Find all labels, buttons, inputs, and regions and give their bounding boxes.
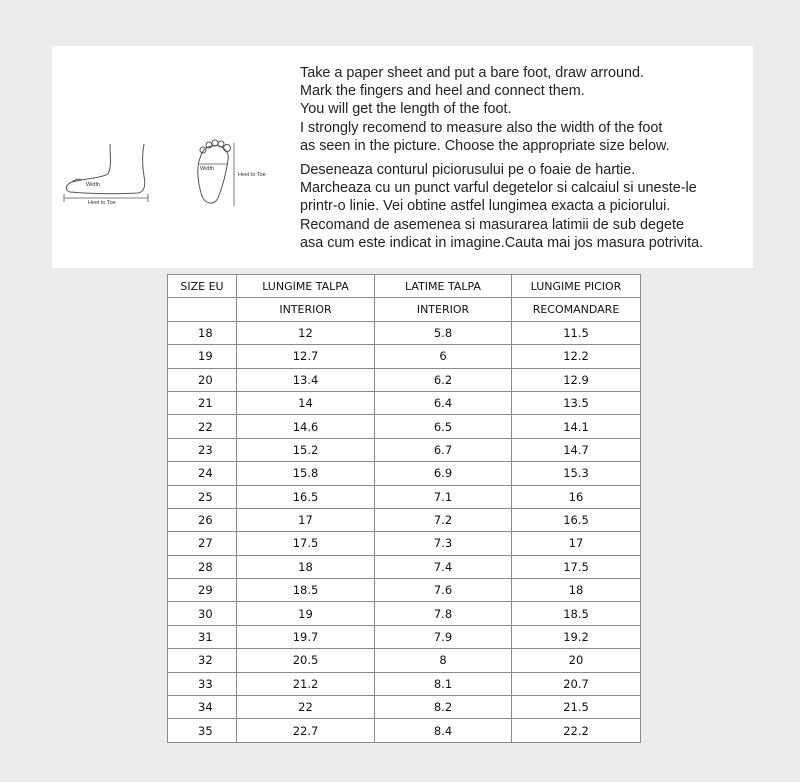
table-cell: 17.5 — [237, 532, 375, 555]
table-cell: 18 — [237, 555, 375, 578]
table-cell: 18.5 — [237, 579, 375, 602]
table-cell: 6.4 — [375, 391, 512, 414]
table-cell: 12 — [237, 321, 375, 344]
table-cell: 21 — [168, 391, 237, 414]
instruction-line-en: as seen in the picture. Choose the appropriate size below. — [300, 137, 670, 154]
table-cell: 30 — [168, 602, 237, 625]
table-cell: 24 — [168, 462, 237, 485]
table-cell: 26 — [168, 508, 237, 531]
table-cell: 18.5 — [512, 602, 641, 625]
header-lungime-picior: LUNGIME PICIOR — [512, 275, 641, 298]
table-cell: 7.8 — [375, 602, 512, 625]
table-cell: 8.1 — [375, 672, 512, 695]
instruction-line-en: I strongly recomend to measure also the width of the foot — [300, 119, 663, 136]
table-cell: 6.2 — [375, 368, 512, 391]
table-row — [168, 391, 641, 414]
table-cell: 14.1 — [512, 415, 641, 438]
instruction-line-ro: printr-o linie. Vei obtine astfel lungimea exacta a piciorului. — [300, 198, 671, 215]
table-cell: 7.1 — [375, 485, 512, 508]
table-cell: 5.8 — [375, 321, 512, 344]
table-cell: 19 — [237, 602, 375, 625]
table-row — [168, 579, 641, 602]
table-cell: 6.7 — [375, 438, 512, 461]
subheader-interior: INTERIOR — [375, 298, 512, 321]
table-cell: 20 — [512, 649, 641, 672]
table-row — [168, 345, 641, 368]
table-cell: 22 — [237, 696, 375, 719]
table-cell: 13.4 — [237, 368, 375, 391]
table-cell: 34 — [168, 696, 237, 719]
table-cell: 17 — [512, 532, 641, 555]
table-cell: 14.7 — [512, 438, 641, 461]
table-row — [168, 462, 641, 485]
table-cell: 7.4 — [375, 555, 512, 578]
table-cell: 16.5 — [512, 508, 641, 531]
table-cell: 28 — [168, 555, 237, 578]
instructions-text — [300, 64, 750, 252]
side-width-label: Width — [86, 182, 101, 188]
table-cell: 20.7 — [512, 672, 641, 695]
table-cell: 22 — [168, 415, 237, 438]
table-cell: 6.9 — [375, 462, 512, 485]
table-row — [168, 625, 641, 648]
table-cell: 18 — [512, 579, 641, 602]
table-row — [168, 485, 641, 508]
instruction-line-en: Take a paper sheet and put a bare foot, draw arround. — [300, 65, 645, 81]
subheader-interior: INTERIOR — [237, 298, 375, 321]
table-row — [168, 719, 641, 742]
table-cell: 7.2 — [375, 508, 512, 531]
header-latime-talpa: LATIME TALPA — [375, 275, 512, 298]
instruction-line-ro: Recomand de asemenea si masurarea latimii de sub degete — [300, 216, 684, 233]
table-cell: 12.2 — [512, 345, 641, 368]
instruction-line-en: You will get the length of the foot. — [300, 101, 512, 118]
table-cell: 19.7 — [237, 625, 375, 648]
table-row — [168, 438, 641, 461]
table-cell: 21.2 — [237, 672, 375, 695]
table-cell: 6.5 — [375, 415, 512, 438]
instruction-panel — [52, 46, 753, 268]
table-cell: 19.2 — [512, 625, 641, 648]
table-row — [168, 415, 641, 438]
table-cell: 12.9 — [512, 368, 641, 391]
side-heel-to-toe-label: Heel to Toe — [88, 200, 116, 206]
table-row — [168, 649, 641, 672]
table-cell: 25 — [168, 485, 237, 508]
table-cell: 7.6 — [375, 579, 512, 602]
table-cell: 29 — [168, 579, 237, 602]
table-cell: 15.3 — [512, 462, 641, 485]
table-row — [168, 672, 641, 695]
table-cell: 15.8 — [237, 462, 375, 485]
table-subheader-row — [168, 298, 641, 321]
header-lungime-talpa: LUNGIME TALPA — [237, 275, 375, 298]
instruction-line-en: Mark the fingers and heel and connect them. — [300, 83, 585, 100]
table-cell: 21.5 — [512, 696, 641, 719]
table-cell: 8.4 — [375, 719, 512, 742]
table-cell: 16.5 — [237, 485, 375, 508]
table-row — [168, 532, 641, 555]
table-cell: 13.5 — [512, 391, 641, 414]
side-foot-icon — [66, 144, 144, 194]
table-cell: 22.7 — [237, 719, 375, 742]
table-cell: 35 — [168, 719, 237, 742]
table-cell: 11.5 — [512, 321, 641, 344]
top-heel-to-toe-label: Heel to Toe — [238, 172, 266, 178]
instruction-line-ro: Marcheaza cu un punct varful degetelor si calcaiul si uneste-le — [300, 180, 697, 197]
table-cell: 33 — [168, 672, 237, 695]
table-row — [168, 696, 641, 719]
table-cell: 23 — [168, 438, 237, 461]
table-cell: 20.5 — [237, 649, 375, 672]
table-cell: 31 — [168, 625, 237, 648]
table-cell: 7.3 — [375, 532, 512, 555]
instruction-line-ro: asa cum este indicat in imagine.Cauta mai jos masura potrivita. — [300, 234, 704, 251]
size-chart-table — [167, 274, 641, 743]
subheader-recomandare: RECOMANDARE — [512, 298, 641, 321]
table-cell: 7.9 — [375, 625, 512, 648]
table-cell: 17.5 — [512, 555, 641, 578]
table-row — [168, 321, 641, 344]
table-cell: 14 — [237, 391, 375, 414]
table-row — [168, 368, 641, 391]
table-row — [168, 602, 641, 625]
table-body — [168, 321, 641, 742]
table-cell: 12.7 — [237, 345, 375, 368]
table-cell: 15.2 — [237, 438, 375, 461]
foot-measurement-illustration — [52, 46, 292, 268]
top-width-label: Width — [200, 166, 215, 172]
table-cell: 16 — [512, 485, 641, 508]
header-size-eu: SIZE EU — [168, 275, 237, 298]
table-cell: 27 — [168, 532, 237, 555]
instruction-line-ro: Deseneaza conturul piciorusului pe o foaie de hartie. — [300, 162, 636, 179]
table-cell: 6 — [375, 345, 512, 368]
table-cell: 18 — [168, 321, 237, 344]
table-cell: 19 — [168, 345, 237, 368]
table-cell: 8 — [375, 649, 512, 672]
table-cell: 17 — [237, 508, 375, 531]
table-cell: 32 — [168, 649, 237, 672]
table-row — [168, 508, 641, 531]
table-header-row — [168, 275, 641, 298]
table-cell: 14.6 — [237, 415, 375, 438]
table-row — [168, 555, 641, 578]
subheader-empty — [168, 298, 237, 321]
table-cell: 20 — [168, 368, 237, 391]
table-cell: 22.2 — [512, 719, 641, 742]
table-cell: 8.2 — [375, 696, 512, 719]
